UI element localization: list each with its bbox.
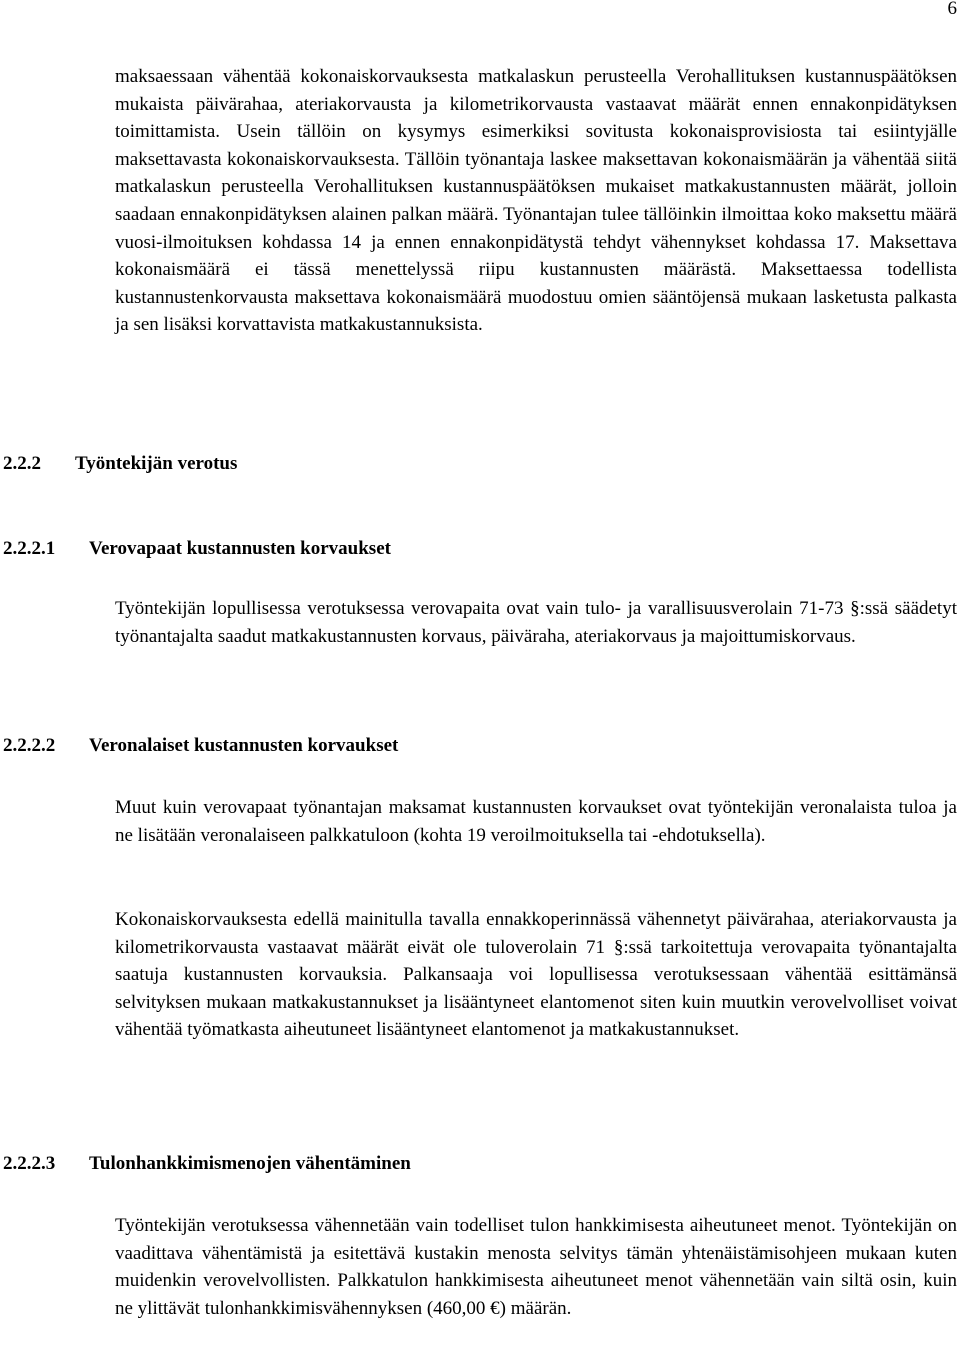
section-heading-taxable-reimbursements (3, 734, 398, 758)
section-heading-income-expense-deduction (3, 1152, 411, 1176)
section-title: Verovapaat kustannusten korvaukset (89, 538, 391, 559)
section-number: 2.2.2.2 (3, 735, 56, 756)
section-title: Työntekijän verotus (75, 453, 238, 474)
section-number: 2.2.2.3 (3, 1153, 56, 1174)
paragraph-income-expense-deduction: Työntekijän verotuksessa vähennetään vain todelliset tulon hankkimisesta aiheutuneet menot. Työntekijän on vaadittava vähentämistä ja esitettävä kustakin menosta selvitys tämän yhtenäistämisohjeen mukaan kuten muidenkin verovelvollisten. Palkkatulon hankkimisesta aiheutuneet menot vähennetään vain siltä osin, kuin ne ylittävät tulonhankkimisvähennyksen (460,00 €) määrän. (115, 1215, 957, 1319)
paragraph-total-compensation: Kokonaiskorvauksesta edellä mainitulla tavalla ennakkoperinnässä vähennetyt päivärahaa, ateriakorvausta ja kilometrikorvausta vastaavat määrät eivät ole tuloverolain 71 §:ssä tarkoitettuja verovapaita työnantajalta saatuja kustannusten korvauksia. Palkansaaja voi lopullisessa verotuksessaan vähentää esittämänsä selvityksen mukaan matkakustannukset ja lisääntyneet elantomenot siten kuin muutkin verovelvolliset voivat vähentää työmatkasta aiheutuneet lisääntyneet elantomenot ja matkakustannukset. (115, 909, 957, 1041)
section-heading-tax-free-reimbursements (3, 537, 391, 561)
paragraph-reimbursement-deduction: maksaessaan vähentää kokonaiskorvauksesta matkalaskun perusteella Verohallituksen kustannuspäätöksen mukaista päivärahaa, ateriakorvausta ja kilometrikorvausta vastaavat määrät ennen ennakonpidätyksen toimittamista. Usein tällöin on kysymys esimerkiksi sovitusta kokonaisprovisiosta tai esiintyjälle maksettavasta kokonaiskorvauksesta. Tällöin työnantaja laskee maksettavan kokonaismäärän ja vähentää siitä matkalaskun perusteella Verohallituksen kustannuspäätöksen mukaiset matkakustannusten määrät, jolloin saadaan ennakonpidätyksen alainen palkan määrä. Työnantajan tulee tällöinkin ilmoittaa koko maksettu määrä vuosi-ilmoituksen kohdassa 14 ja ennen ennakonpidätystä tehdyt vähennykset kohdassa 17. Maksettava kokonaismäärä ei tässä menettelyssä riipu kustannusten määrästä. Maksettaessa todellista kustannustenkorvausta maksettava kokonaismäärä muodostuu omien sääntöjensä mukaan lasketusta palkasta ja sen lisäksi korvattavista matkakustannuksista. (115, 66, 957, 336)
paragraph-tax-free-reimbursements: Työntekijän lopullisessa verotuksessa verovapaita ovat vain tulo- ja varallisuusverolain 71-73 §:ssä säädetyt työnantajalta saadut matkakustannusten korvaus, päiväraha, ateriakorvaus ja majoittumiskorvaus. (115, 598, 957, 647)
section-number: 2.2.2.1 (3, 538, 56, 559)
section-heading-employee-taxation (3, 452, 237, 476)
section-title: Veronalaiset kustannusten korvaukset (89, 735, 399, 756)
paragraph-taxable-reimbursements: Muut kuin verovapaat työnantajan maksamat kustannusten korvaukset ovat työntekijän veronalaista tuloa ja ne lisätään veronalaiseen palkkatuloon (kohta 19 veroilmoituksella tai -ehdotuksella). (115, 797, 957, 846)
page-number: 6 (947, 0, 957, 19)
section-number: 2.2.2 (3, 453, 41, 474)
section-title: Tulonhankkimismenojen vähentäminen (89, 1153, 411, 1174)
